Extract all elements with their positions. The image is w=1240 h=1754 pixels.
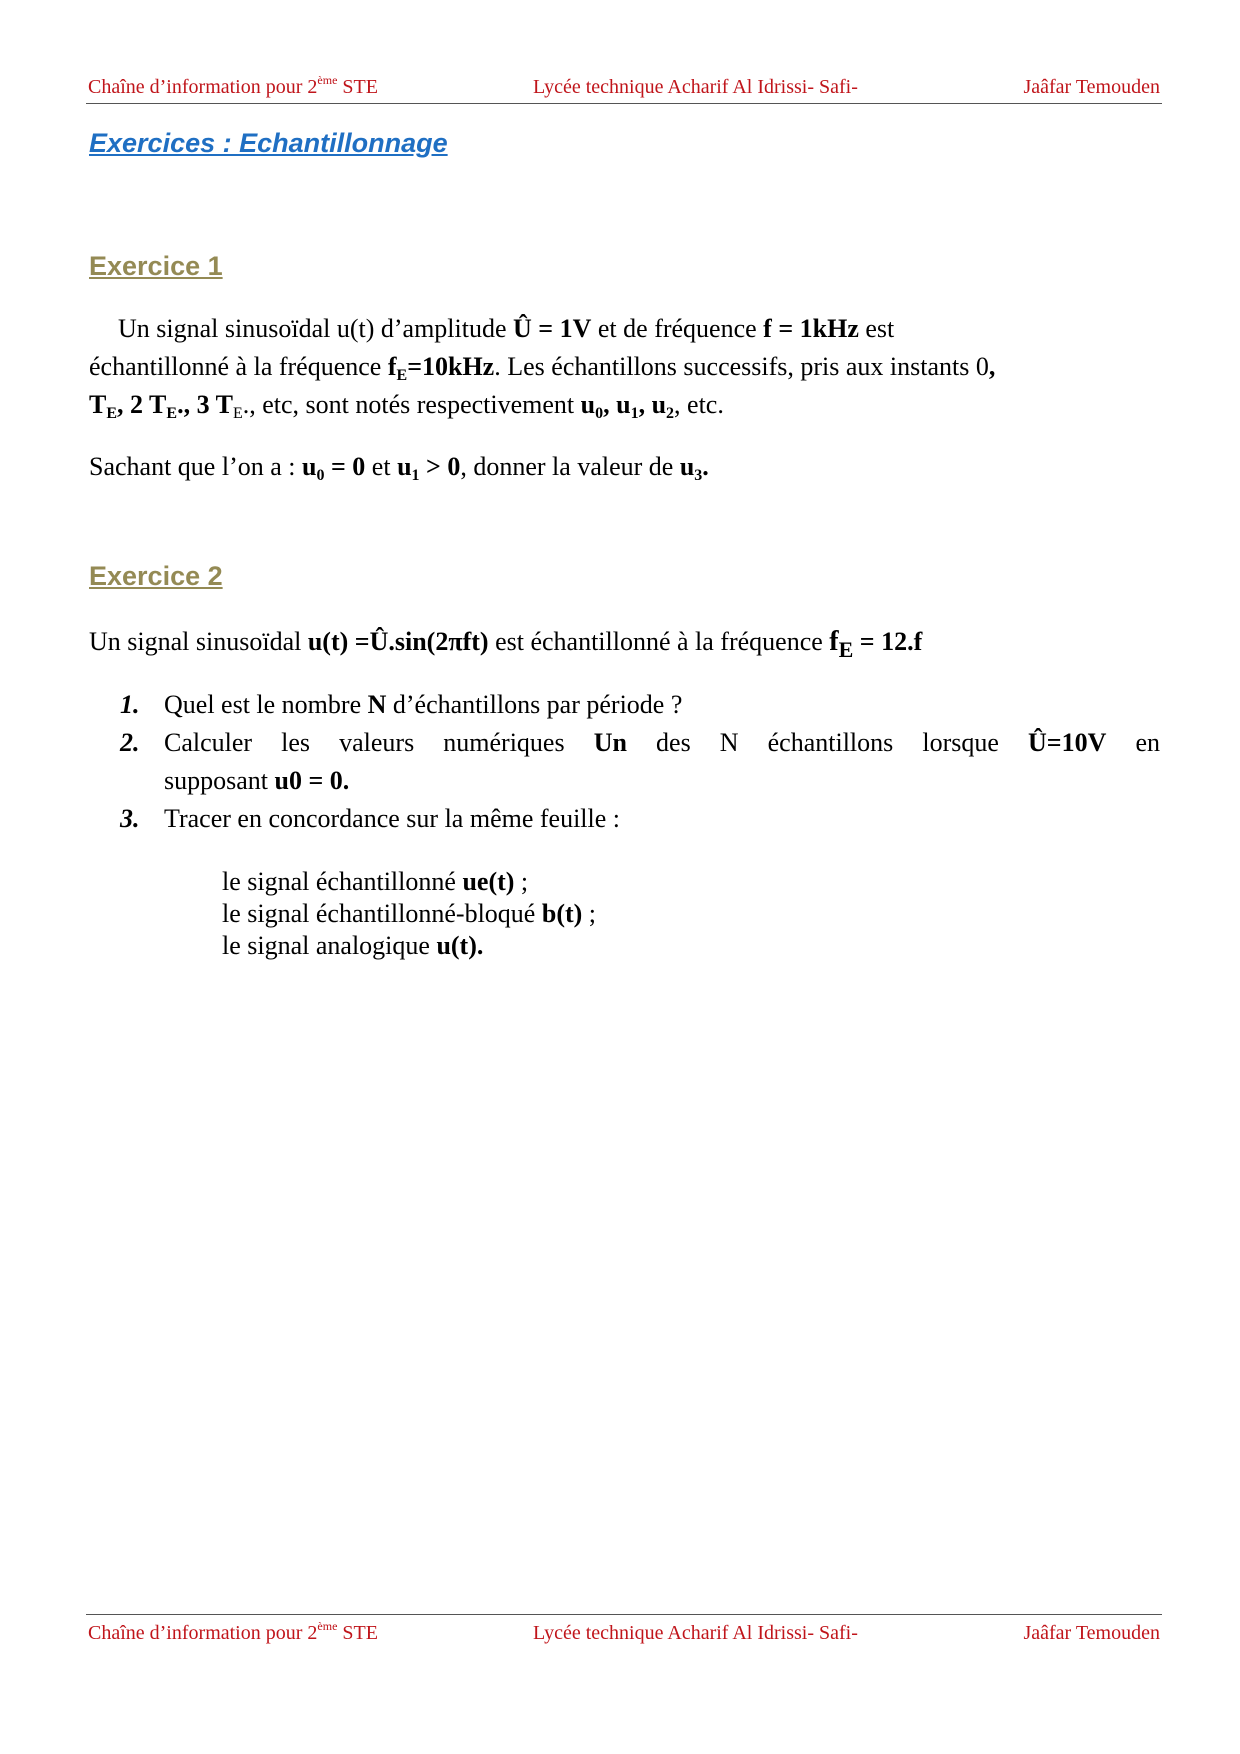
exercise2-intro: Un signal sinusoïdal u(t) =Û.sin(2πft) est échantillonné à la fréquence $f_E = 12.f$	[89, 626, 923, 662]
exercise2-heading: Exercice 2	[89, 561, 223, 591]
plot-item: le signal échantillonné-bloqué b(t) ;	[222, 899, 597, 928]
footer-school: Lycée technique Acharif Al Idrissi- Safi-	[533, 1622, 858, 1644]
exercise1-question: Sachant que l’on a : $u_0 = 0$ et $u_1 > 0$, donner la valeur de $u_3$.	[89, 452, 709, 484]
header-author: Jaâfar Temouden	[1023, 76, 1160, 98]
exercise1-heading: Exercice 1	[89, 251, 223, 281]
footer-rule	[86, 1614, 1162, 1615]
plot-item: le signal échantillonné ue(t) ;	[222, 867, 529, 896]
list-item: 1. Quel est le nombre N d’échantillons par période ?	[120, 690, 683, 719]
page-header	[88, 73, 1160, 102]
footer-author: Jaâfar Temouden	[1023, 1622, 1160, 1644]
page-title: Exercices : Echantillonnage	[89, 128, 448, 158]
header-school: Lycée technique Acharif Al Idrissi- Safi-	[533, 76, 858, 98]
list-item: 2. Calculer les valeurs numériques Un des N échantillons lorsque Û=10V en supposant u0 = 0.	[120, 728, 1160, 795]
page-footer	[88, 1619, 1160, 1648]
exercise1-statement: Un signal sinusoïdal u(t) d’amplitude Û = 1V et de fréquence f = 1kHz est échantillonné à la fréquence $f_E=10kHz$. Les échantillons successifs, pris aux instants 0, $T_E$, 2 $T_E$., 3 $T_E$., etc, sont notés respectivement $u_0$, $u_1$, $u_2$, etc.	[89, 314, 996, 422]
exercise2-questions	[120, 686, 1160, 838]
footer-course: Chaîne d’information pour 2ème STE	[88, 1619, 378, 1644]
list-item: 3. Tracer en concordance sur la même feuille :	[120, 804, 621, 833]
header-course: Chaîne d’information pour 2ème STE	[88, 73, 378, 98]
plot-item: le signal analogique u(t).	[222, 931, 484, 960]
header-rule	[86, 103, 1162, 104]
plot-list	[222, 866, 596, 962]
